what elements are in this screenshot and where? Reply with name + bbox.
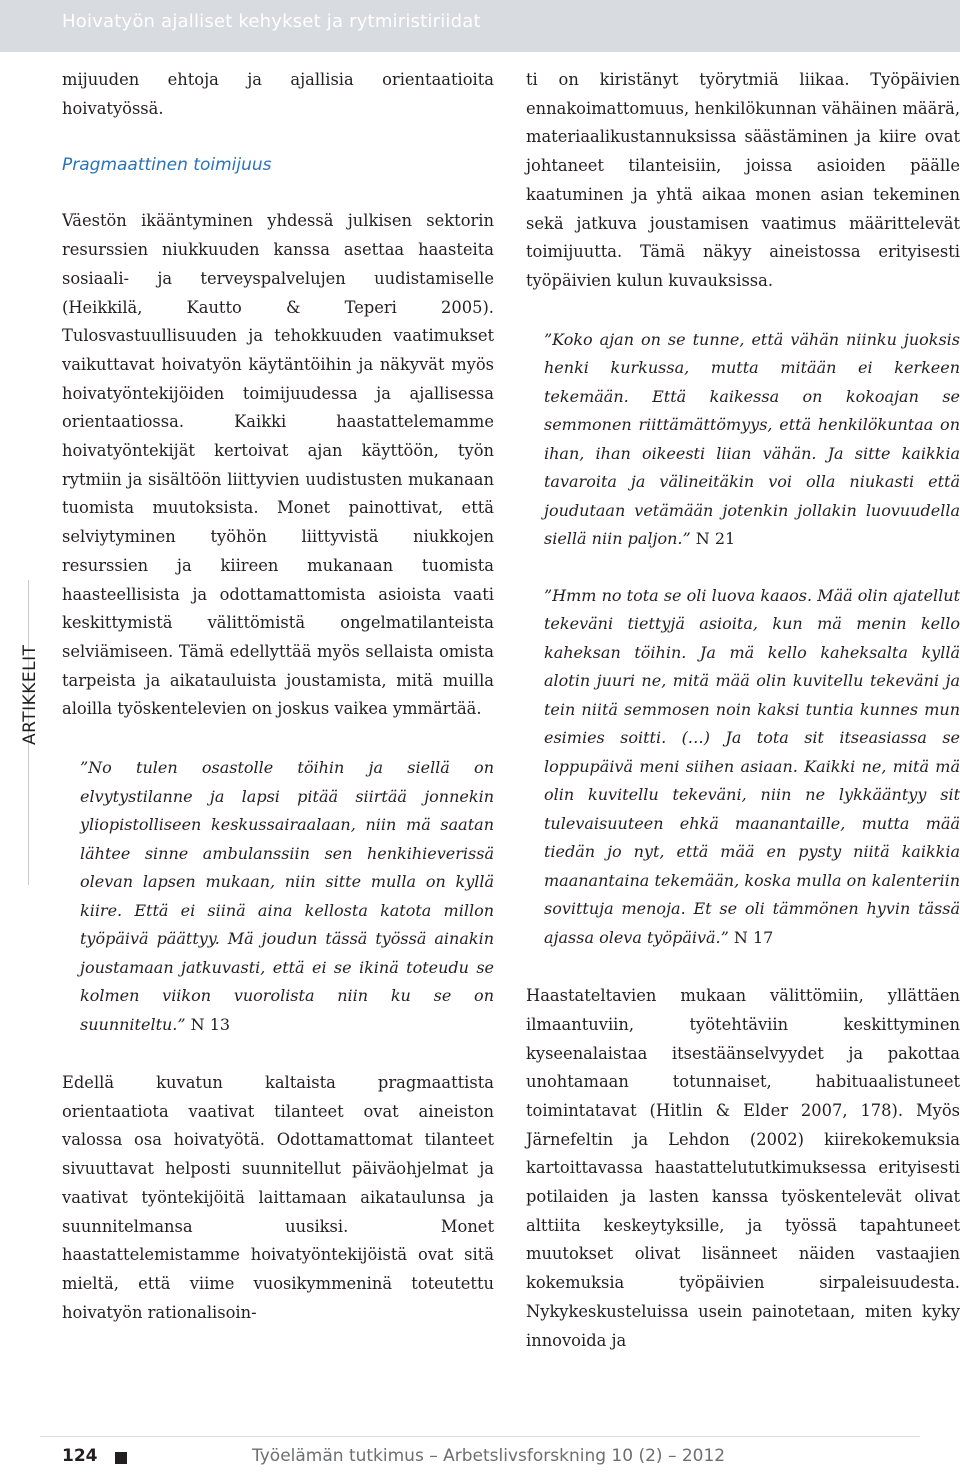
interview-quote — [62, 754, 494, 1039]
running-title: Hoivatyön ajalliset kehykset ja rytmiristiriidat — [62, 11, 481, 32]
paragraph-continued: mijuuden ehtoja ja ajallisia orientaatioita hoivatyössä. — [62, 70, 494, 118]
footer-square-icon — [115, 1452, 127, 1464]
running-header — [0, 0, 960, 52]
right-column — [526, 66, 960, 1355]
left-column — [62, 66, 494, 1327]
footer-divider — [40, 1436, 920, 1437]
quote-text: ”Koko ajan on se tunne, että vähän niinku juoksis henki kurkussa, mutta mitään ei kerkeen tekemään. Että kaikessa on kokoajan se semmonen riittämättömyys, että henkilökuntaa on ihan, ihan oikeesti liian vähän. Ja sitte kaikkia tavaroita ja välineitäkin voi olla niukasti että joudutaan vetämään jotenkin jollakin luovuudella siellä niin paljon.” — [544, 329, 960, 549]
page-footer — [0, 1440, 960, 1473]
journal-citation: Työelämän tutkimus – Arbetslivsforskning 10 (2) – 2012 — [252, 1446, 726, 1466]
body-paragraph: Edellä kuvatun kaltaista pragmaattista orientaatiota vaativat tilanteet ovat aineiston valossa osa hoivatyötä. Odottamattomat tilanteet sivuuttavat helposti suunnitellut päiväohjelmat ja vaativat työntekijöitä laittamaan aikataulunsa ja suunnitelmansa uusiksi. Monet haastattelemistamme hoivatyöntekijöistä ovat sitä mieltä, että viime vuosikymmeninä toteutettu hoivatyön rationalisoin- — [62, 1073, 494, 1322]
quote-text: ”No tulen osastolle töihin ja siellä on elvytystilanne ja lapsi pitää siirtää jonnekin yliopistolliseen keskussairaalaan, niin mä saatan lähtee sinne ambulanssiin sen henkihieverissä olevan lapsen mukaan, niin sitte mulla on kyllä kiire. Että ei siinä aina kellosta katota millon työpäivä päättyy. Mä joudun tässä työssä ainakin joustamaan jatkuvasti, että ei se ikinä toteudu se kolmen viikon vuorolista niin ku se on suunniteltu.” — [80, 758, 494, 1034]
body-paragraph: Väestön ikääntyminen yhdessä julkisen sektorin resurssien niukkuuden kanssa asettaa haasteita sosiaali- ja terveyspalvelujen uudistamiselle (Heikkilä, Kautto & Teperi 2005). Tulosvastuullisuuden ja tehokkuuden vaatimukset vaikuttavat hoivatyön käytäntöihin ja näkyvät myös hoivatyöntekijöiden toimijuudessa ja ajallisessa orientaatiossa. Kaikki haastattelemamme hoivatyöntekijät kertoivat ajan käyttöön, työn rytmiin ja sisältöön liittyvien uudistusten mukanaan tuomista muutoksista. Monet painottivat, että selviytyminen työhön liittyvistä niukkojen resurssien ja kiireen mukanaan tuomista haasteellisista ja odottamattomista asioista vaati keskittymistä välittömistä ongelmatilanteista selviämiseen. Tämä edellyttää myös sellaista omista tarpeista ja aikatauluista joustamista, mitä muilla aloilla työskentelevien on joskus vaikea ymmärtää. — [62, 211, 494, 719]
body-paragraph: ti on kiristänyt työrytmiä liikaa. Työpäivien ennakoimattomuus, henkilökunnan vähäinen määrä, materiaalikustannuksissa säästäminen ja kiire ovat johtaneet tilanteisiin, joissa asioiden päälle kaatuminen ja yhtä aikaa monen asian tekeminen sekä jatkuva joustamisen vaatimus määrittelevät toimijuutta. Tämä näkyy aineistossa erityisesti työpäivien kulun kuvauksissa. — [526, 70, 960, 290]
section-heading: Pragmaattinen toimijuus — [62, 155, 272, 176]
quote-reference: N 17 — [733, 927, 774, 947]
section-label: ARTIKKELIT — [20, 644, 40, 745]
body-paragraph: Haastateltavien mukaan välittömiin, yllättäen ilmaantuviin, työtehtäviin keskittyminen kyseenalaistaa itsestäänselvyydet ja pakottaa unohtamaan totunnaiset, habituaalistuneet toimintatavat (Hitlin & Elder 2007, 178). Myös Järnefeltin ja Lehdon (2002) kiirekokemuksia kartoittavassa haastattelututkimuksessa erityisesti potilaiden ja lasten kanssa työskentelevät olivat alttiita keskeytyksille, ja työssä tapahtuneet muutokset olivat lisänneet näiden vastaajien kokemuksia työpäivien sirpaleisuudesta. Nykykeskusteluissa usein painotetaan, miten kyky innovoida ja — [526, 986, 960, 1350]
quote-text: ”Hmm no tota se oli luova kaaos. Mää olin ajatellut tekeväni tiettyjä asioita, kun mä menin kello kaheksan töihin. Ja mä kello kaheksalta kyllä alotin juuri ne, mitä mää olin kuvitellu tekeväni ja tein niitä semmosen noin kaksi tuntia kunnes mun esimies soitti. (…) Ja tota sit itseasiassa se loppupäivä meni siihen asiaan. Kaikki ne, mitä mä olin kuvitellu tekeväni, niin ne lykkääntyy sit tulevaisuuteen ehkä maanantaille, mutta mää tiedän jo nyt, että mää en pysty niitä kaikkia maanantaina tekemään, koska mulla on kalenteriin sovittuja menoja. Et se oli tämmönen hyvin tässä ajassa oleva työpäivä.” — [544, 585, 960, 947]
quote-reference: N 21 — [695, 529, 736, 549]
page-number: 124 — [62, 1446, 98, 1466]
interview-quote — [526, 326, 960, 554]
interview-quote — [526, 582, 960, 953]
quote-reference: N 13 — [190, 1014, 231, 1034]
